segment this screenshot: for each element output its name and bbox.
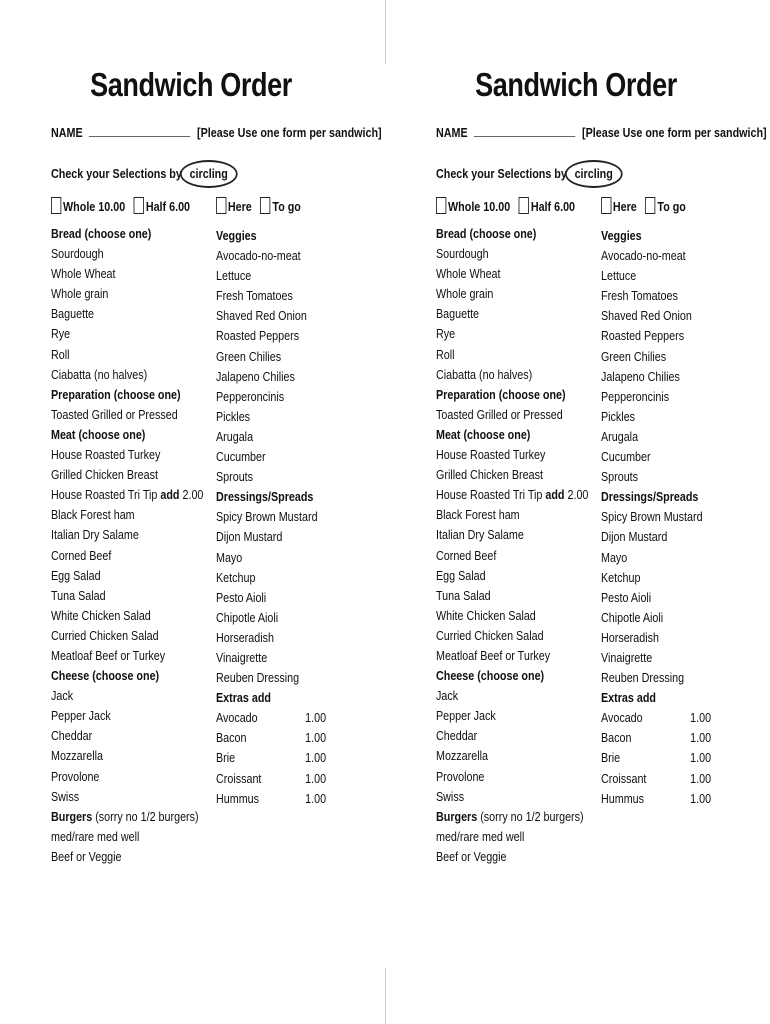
left-column: [51, 224, 203, 867]
veggies-item[interactable]: Roasted Peppers: [216, 329, 300, 344]
bread-item[interactable]: Rye: [436, 327, 456, 342]
bread-item[interactable]: Roll: [51, 347, 70, 362]
form-title: Sandwich Order: [475, 66, 677, 103]
option-whole[interactable]: [51, 200, 125, 214]
burgers-note: (sorry no 1/2 burgers): [95, 809, 199, 824]
veggies-item[interactable]: Arugala: [601, 429, 639, 444]
dressings-item[interactable]: Vinaigrette: [601, 650, 653, 665]
option-label: Here: [612, 200, 637, 214]
circled-word: circling: [565, 160, 622, 188]
extras-item-price: 1.00: [690, 711, 712, 726]
veggies-item[interactable]: Green Chilies: [601, 349, 667, 364]
bread-item[interactable]: Whole Wheat: [51, 267, 116, 282]
meat-item[interactable]: Egg Salad: [51, 568, 101, 583]
veggies-item[interactable]: Avocado-no-meat: [601, 249, 686, 264]
check-instructions: [436, 160, 622, 188]
veggies-item[interactable]: Sprouts: [601, 470, 639, 485]
left-column: [436, 224, 588, 867]
cheese-item[interactable]: Swiss: [51, 789, 80, 804]
meat-item-label: House Roasted Tri Tip: [436, 488, 543, 503]
cheese-item[interactable]: Pepper Jack: [51, 709, 111, 724]
dressings-item[interactable]: Spicy Brown Mustard: [216, 510, 318, 525]
dressings-item[interactable]: Horseradish: [601, 630, 659, 645]
burgers-header-line: [51, 807, 203, 827]
extras-item-name: Croissant: [216, 771, 262, 786]
option-half[interactable]: [134, 200, 190, 214]
meat-item[interactable]: Italian Dry Salame: [51, 528, 139, 543]
extras-header: Extras add: [601, 691, 656, 706]
name-line: [51, 126, 382, 140]
name-field[interactable]: [89, 126, 190, 137]
meat-item[interactable]: [436, 485, 588, 505]
name-field[interactable]: [474, 126, 575, 137]
veggies-item[interactable]: Cucumber: [601, 450, 651, 465]
veggies-item[interactable]: Cucumber: [216, 450, 266, 465]
cheese-item[interactable]: Mozzarella: [436, 749, 488, 764]
preparation-header: Preparation (choose one): [436, 387, 566, 402]
veggies-item[interactable]: Shaved Red Onion: [601, 309, 692, 324]
bread-item[interactable]: Baguette: [436, 307, 480, 322]
extras-item-price: 1.00: [690, 771, 712, 786]
extras-item[interactable]: [601, 708, 711, 728]
burgers-item[interactable]: med/rare med well: [436, 829, 525, 844]
veggies-item[interactable]: Fresh Tomatoes: [601, 289, 678, 304]
dressings-item[interactable]: Horseradish: [216, 630, 274, 645]
option-half[interactable]: [519, 200, 575, 214]
extras-item-name: Bacon: [216, 731, 247, 746]
option-label: Half 6.00: [530, 200, 576, 214]
burgers-header: Burgers: [436, 809, 478, 824]
dressings-item[interactable]: Dijon Mustard: [601, 530, 668, 545]
veggies-item[interactable]: Lettuce: [601, 269, 637, 284]
checkbox[interactable]: [436, 197, 446, 214]
extras-item-price: 1.00: [305, 711, 327, 726]
veggies-item[interactable]: Shaved Red Onion: [216, 309, 307, 324]
extras-item-price: 1.00: [305, 751, 327, 766]
meat-item[interactable]: Meatloaf Beef or Turkey: [436, 648, 551, 663]
bread-item[interactable]: Roll: [436, 347, 455, 362]
meat-item[interactable]: Curried Chicken Salad: [51, 628, 159, 643]
dressings-item[interactable]: Mayo: [601, 550, 628, 565]
dressings-item[interactable]: Ketchup: [216, 570, 256, 585]
name-label: NAME: [436, 126, 468, 140]
meat-item[interactable]: Tuna Salad: [51, 588, 106, 603]
dressings-item[interactable]: Mayo: [216, 550, 243, 565]
meat-item[interactable]: Black Forest ham: [436, 508, 520, 523]
extras-item-price: 1.00: [690, 751, 712, 766]
extras-item[interactable]: [216, 748, 326, 768]
cheese-item[interactable]: Jack: [436, 689, 459, 704]
sandwich-order-form: [436, 0, 770, 1024]
size-and-service-options: [51, 197, 309, 214]
name-note: [Please Use one form per sandwich]: [582, 126, 767, 140]
check-instructions: [51, 160, 237, 188]
meat-item-label: House Roasted Tri Tip: [51, 488, 158, 503]
burgers-item[interactable]: Beef or Veggie: [51, 849, 122, 864]
burgers-header-line: [436, 807, 588, 827]
dressings-item[interactable]: Vinaigrette: [216, 650, 268, 665]
extras-item[interactable]: [216, 789, 326, 809]
meat-item[interactable]: Black Forest ham: [51, 508, 135, 523]
veggies-item[interactable]: Arugala: [216, 429, 254, 444]
extras-item-name: Bacon: [601, 731, 632, 746]
checkbox[interactable]: [216, 197, 226, 214]
extras-item[interactable]: [216, 708, 326, 728]
bread-item[interactable]: Whole Wheat: [436, 267, 501, 282]
extras-item-price: 1.00: [690, 731, 712, 746]
veggies-item[interactable]: Pickles: [601, 409, 636, 424]
dressings-header: Dressings/Spreads: [216, 490, 314, 505]
dressings-item[interactable]: Reuben Dressing: [601, 671, 685, 686]
extras-item[interactable]: [601, 789, 711, 809]
checkbox[interactable]: [601, 197, 611, 214]
size-and-service-options: [436, 197, 694, 214]
extras-item[interactable]: [601, 748, 711, 768]
option-here[interactable]: [601, 200, 637, 214]
meat-item[interactable]: Grilled Chicken Breast: [51, 468, 158, 483]
checkbox[interactable]: [51, 197, 61, 214]
extras-item-name: Avocado: [601, 711, 643, 726]
add-price: 2.00: [567, 488, 589, 503]
meat-header: Meat (choose one): [51, 427, 146, 442]
veggies-header: Veggies: [216, 229, 257, 243]
veggies-item[interactable]: Pickles: [216, 409, 251, 424]
dressings-item[interactable]: Pesto Aioli: [601, 590, 652, 605]
form-title: Sandwich Order: [90, 66, 292, 103]
extras-item-price: 1.00: [305, 771, 327, 786]
option-label: Whole 10.00: [63, 200, 126, 214]
option-label: Half 6.00: [145, 200, 191, 214]
dressings-item[interactable]: Pesto Aioli: [216, 590, 267, 605]
extras-item[interactable]: [601, 728, 711, 748]
cheese-item[interactable]: Jack: [51, 689, 74, 704]
veggies-item[interactable]: Sprouts: [216, 470, 254, 485]
bread-item[interactable]: Whole grain: [51, 287, 109, 302]
bread-item[interactable]: Ciabatta (no halves): [51, 367, 148, 382]
meat-item[interactable]: House Roasted Turkey: [51, 448, 161, 463]
preparation-item[interactable]: Toasted Grilled or Pressed: [51, 407, 178, 422]
name-line: [436, 126, 767, 140]
veggies-item[interactable]: Avocado-no-meat: [216, 249, 301, 264]
dressings-item[interactable]: Spicy Brown Mustard: [601, 510, 703, 525]
option-label: To go: [272, 200, 301, 214]
extras-item-name: Brie: [601, 751, 621, 766]
extras-item[interactable]: [216, 728, 326, 748]
bread-item[interactable]: Baguette: [51, 307, 95, 322]
checkbox[interactable]: [260, 197, 270, 214]
cheese-item[interactable]: Provolone: [436, 769, 485, 784]
dressings-item[interactable]: Reuben Dressing: [216, 671, 300, 686]
meat-item[interactable]: White Chicken Salad: [51, 608, 151, 623]
cheese-header: Cheese (choose one): [436, 669, 545, 684]
sandwich-order-form: [51, 0, 421, 1024]
dressings-item[interactable]: Dijon Mustard: [216, 530, 283, 545]
cheese-item[interactable]: Pepper Jack: [436, 709, 496, 724]
option-whole[interactable]: [436, 200, 510, 214]
meat-item[interactable]: Corned Beef: [51, 548, 112, 563]
checkbox[interactable]: [519, 197, 529, 214]
bread-header: Bread (choose one): [436, 227, 537, 241]
meat-item[interactable]: Italian Dry Salame: [436, 528, 524, 543]
meat-item[interactable]: Meatloaf Beef or Turkey: [51, 648, 166, 663]
meat-item[interactable]: Corned Beef: [436, 548, 497, 563]
option-to-go[interactable]: [645, 200, 686, 214]
dressings-item[interactable]: Ketchup: [601, 570, 641, 585]
burgers-header: Burgers: [51, 809, 93, 824]
name-note: [Please Use one form per sandwich]: [197, 126, 382, 140]
bread-item[interactable]: Sourdough: [51, 247, 104, 262]
checkbox[interactable]: [645, 197, 655, 214]
cheese-item[interactable]: Cheddar: [51, 729, 93, 744]
bread-item[interactable]: Ciabatta (no halves): [436, 367, 533, 382]
bread-item[interactable]: Sourdough: [436, 247, 489, 262]
veggies-item[interactable]: Lettuce: [216, 269, 252, 284]
veggies-item[interactable]: Pepperoncinis: [601, 389, 670, 404]
dressings-item[interactable]: Chipotle Aioli: [601, 610, 664, 625]
bread-item[interactable]: Whole grain: [436, 287, 494, 302]
option-label: Here: [227, 200, 252, 214]
cheese-item[interactable]: Swiss: [436, 789, 465, 804]
add-label: add: [545, 488, 565, 503]
cheese-header: Cheese (choose one): [51, 669, 160, 684]
name-label: NAME: [51, 126, 83, 140]
preparation-item[interactable]: Toasted Grilled or Pressed: [436, 407, 563, 422]
extras-item-name: Brie: [216, 751, 236, 766]
dressings-item[interactable]: Chipotle Aioli: [216, 610, 279, 625]
extras-item-name: Hummus: [216, 791, 260, 806]
veggies-header: Veggies: [601, 229, 642, 243]
extras-item-name: Hummus: [601, 791, 645, 806]
extras-item[interactable]: [601, 769, 711, 789]
extras-item-price: 1.00: [305, 791, 327, 806]
burgers-item[interactable]: Beef or Veggie: [436, 849, 507, 864]
option-here[interactable]: [216, 200, 252, 214]
extras-item-name: Avocado: [216, 711, 258, 726]
option-to-go[interactable]: [260, 200, 301, 214]
veggies-item[interactable]: Green Chilies: [216, 349, 282, 364]
cheese-item[interactable]: Provolone: [51, 769, 100, 784]
check-label: Check your Selections by: [436, 167, 567, 181]
check-label: Check your Selections by: [51, 167, 182, 181]
right-column: [601, 226, 711, 809]
right-column: [216, 226, 326, 809]
meat-item[interactable]: [51, 485, 203, 505]
preparation-header: Preparation (choose one): [51, 387, 181, 402]
extras-item-price: 1.00: [690, 791, 712, 806]
circled-word: circling: [180, 160, 237, 188]
veggies-item[interactable]: Jalapeno Chilies: [216, 369, 295, 384]
meat-header: Meat (choose one): [436, 427, 531, 442]
meat-item[interactable]: House Roasted Turkey: [436, 448, 546, 463]
meat-item[interactable]: Grilled Chicken Breast: [436, 468, 543, 483]
bread-header: Bread (choose one): [51, 227, 152, 241]
burgers-item[interactable]: med/rare med well: [51, 829, 140, 844]
meat-item[interactable]: Tuna Salad: [436, 588, 491, 603]
add-price: 2.00: [182, 488, 204, 503]
add-label: add: [160, 488, 180, 503]
meat-item[interactable]: Curried Chicken Salad: [436, 628, 544, 643]
meat-item[interactable]: White Chicken Salad: [436, 608, 536, 623]
extras-item-price: 1.00: [305, 731, 327, 746]
extras-item-name: Croissant: [601, 771, 647, 786]
option-label: To go: [657, 200, 686, 214]
bread-item[interactable]: Rye: [51, 327, 71, 342]
cheese-item[interactable]: Cheddar: [436, 729, 478, 744]
option-label: Whole 10.00: [448, 200, 511, 214]
dressings-header: Dressings/Spreads: [601, 490, 699, 505]
veggies-item[interactable]: Pepperoncinis: [216, 389, 285, 404]
meat-item[interactable]: Egg Salad: [436, 568, 486, 583]
cheese-item[interactable]: Mozzarella: [51, 749, 103, 764]
veggies-item[interactable]: Jalapeno Chilies: [601, 369, 680, 384]
veggies-item[interactable]: Roasted Peppers: [601, 329, 685, 344]
extras-header: Extras add: [216, 691, 271, 706]
burgers-note: (sorry no 1/2 burgers): [480, 809, 584, 824]
veggies-item[interactable]: Fresh Tomatoes: [216, 289, 293, 304]
checkbox[interactable]: [134, 197, 144, 214]
extras-item[interactable]: [216, 769, 326, 789]
